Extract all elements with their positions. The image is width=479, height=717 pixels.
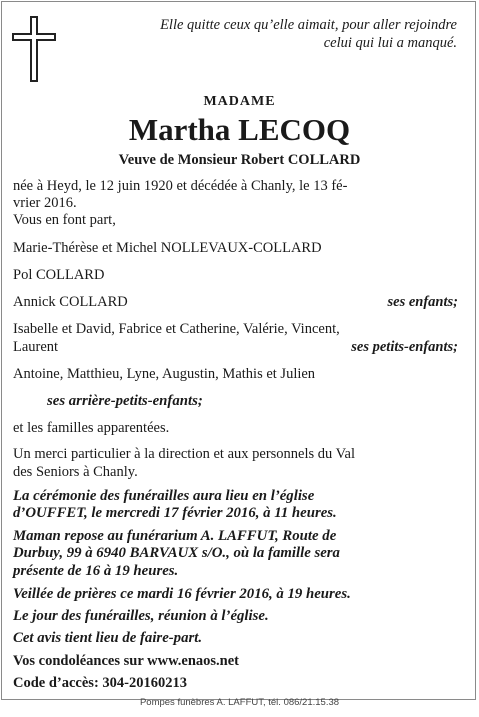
cross-icon [12,16,56,82]
children-label: ses enfants; [387,294,458,310]
vigil-line: Veillée de prières ce mardi 16 février 2016, à 19 heures. [13,586,351,602]
thanks-line-1: Un merci particulier à la direction et aux personnels du Val [13,446,355,462]
widow-of-line: Veuve de Monsieur Robert COLLARD [118,152,361,168]
rest-line-2: Durbuy, 99 à 6940 BARVAUX s/O., où la famille sera [13,545,340,561]
title-madame: MADAME [203,94,276,109]
birth-line-1: née à Heyd, le 12 juin 1920 et décédée à Chanly, le 13 fé- [13,178,348,194]
notice-line: Cet avis tient lieu de faire-part. [13,630,203,646]
rest-line-3: présente de 16 à 19 heures. [13,563,179,579]
meeting-line: Le jour des funérailles, réunion à l’église. [13,608,269,624]
family-member-2: Pol COLLARD [13,267,105,283]
grandchildren-line-1: Isabelle et David, Fabrice et Catherine, Valérie, Vincent, [13,321,340,337]
announce-line: Vous en font part, [13,212,116,228]
grandchildren-last: Laurent [13,339,59,355]
family-member-3-name: Annick COLLARD [13,294,128,310]
ceremony-line-2: d’OUFFET, le mercredi 17 février 2016, à 11 heures. [13,505,337,521]
thanks-line-2: des Seniors à Chanly. [13,464,138,480]
grandchildren-line-2 [13,339,458,356]
deceased-name: Martha LECOQ [128,112,351,147]
great-grandchildren-line: Antoine, Matthieu, Lyne, Augustin, Mathis et Julien [13,366,316,382]
funeral-home-footer: Pompes funèbres A. LAFFUT, tél. 086/21.15.38 [139,697,340,708]
quote-line-2: celui qui lui a manqué. [323,35,457,51]
ceremony-line-1: La cérémonie des funérailles aura lieu en l’église [13,488,315,504]
condolences-line: Vos condoléances sur www.enaos.net [13,653,239,669]
access-code-line: Code d’accès: 304-20160213 [13,675,187,691]
quote-line-1: Elle quitte ceux qu’elle aimait, pour aller rejoindre [160,17,457,33]
grandchildren-label: ses petits-enfants; [351,339,458,355]
family-member-3 [13,294,458,311]
families-line: et les familles apparentées. [13,420,170,436]
great-grandchildren-label: ses arrière-petits-enfants; [47,393,203,409]
rest-line-1: Maman repose au funérarium A. LAFFUT, Route de [13,528,337,544]
epitaph-quote [97,16,457,52]
birth-line-2: vrier 2016. [13,195,77,211]
family-member-1: Marie-Thérèse et Michel NOLLEVAUX-COLLARD [13,240,322,256]
